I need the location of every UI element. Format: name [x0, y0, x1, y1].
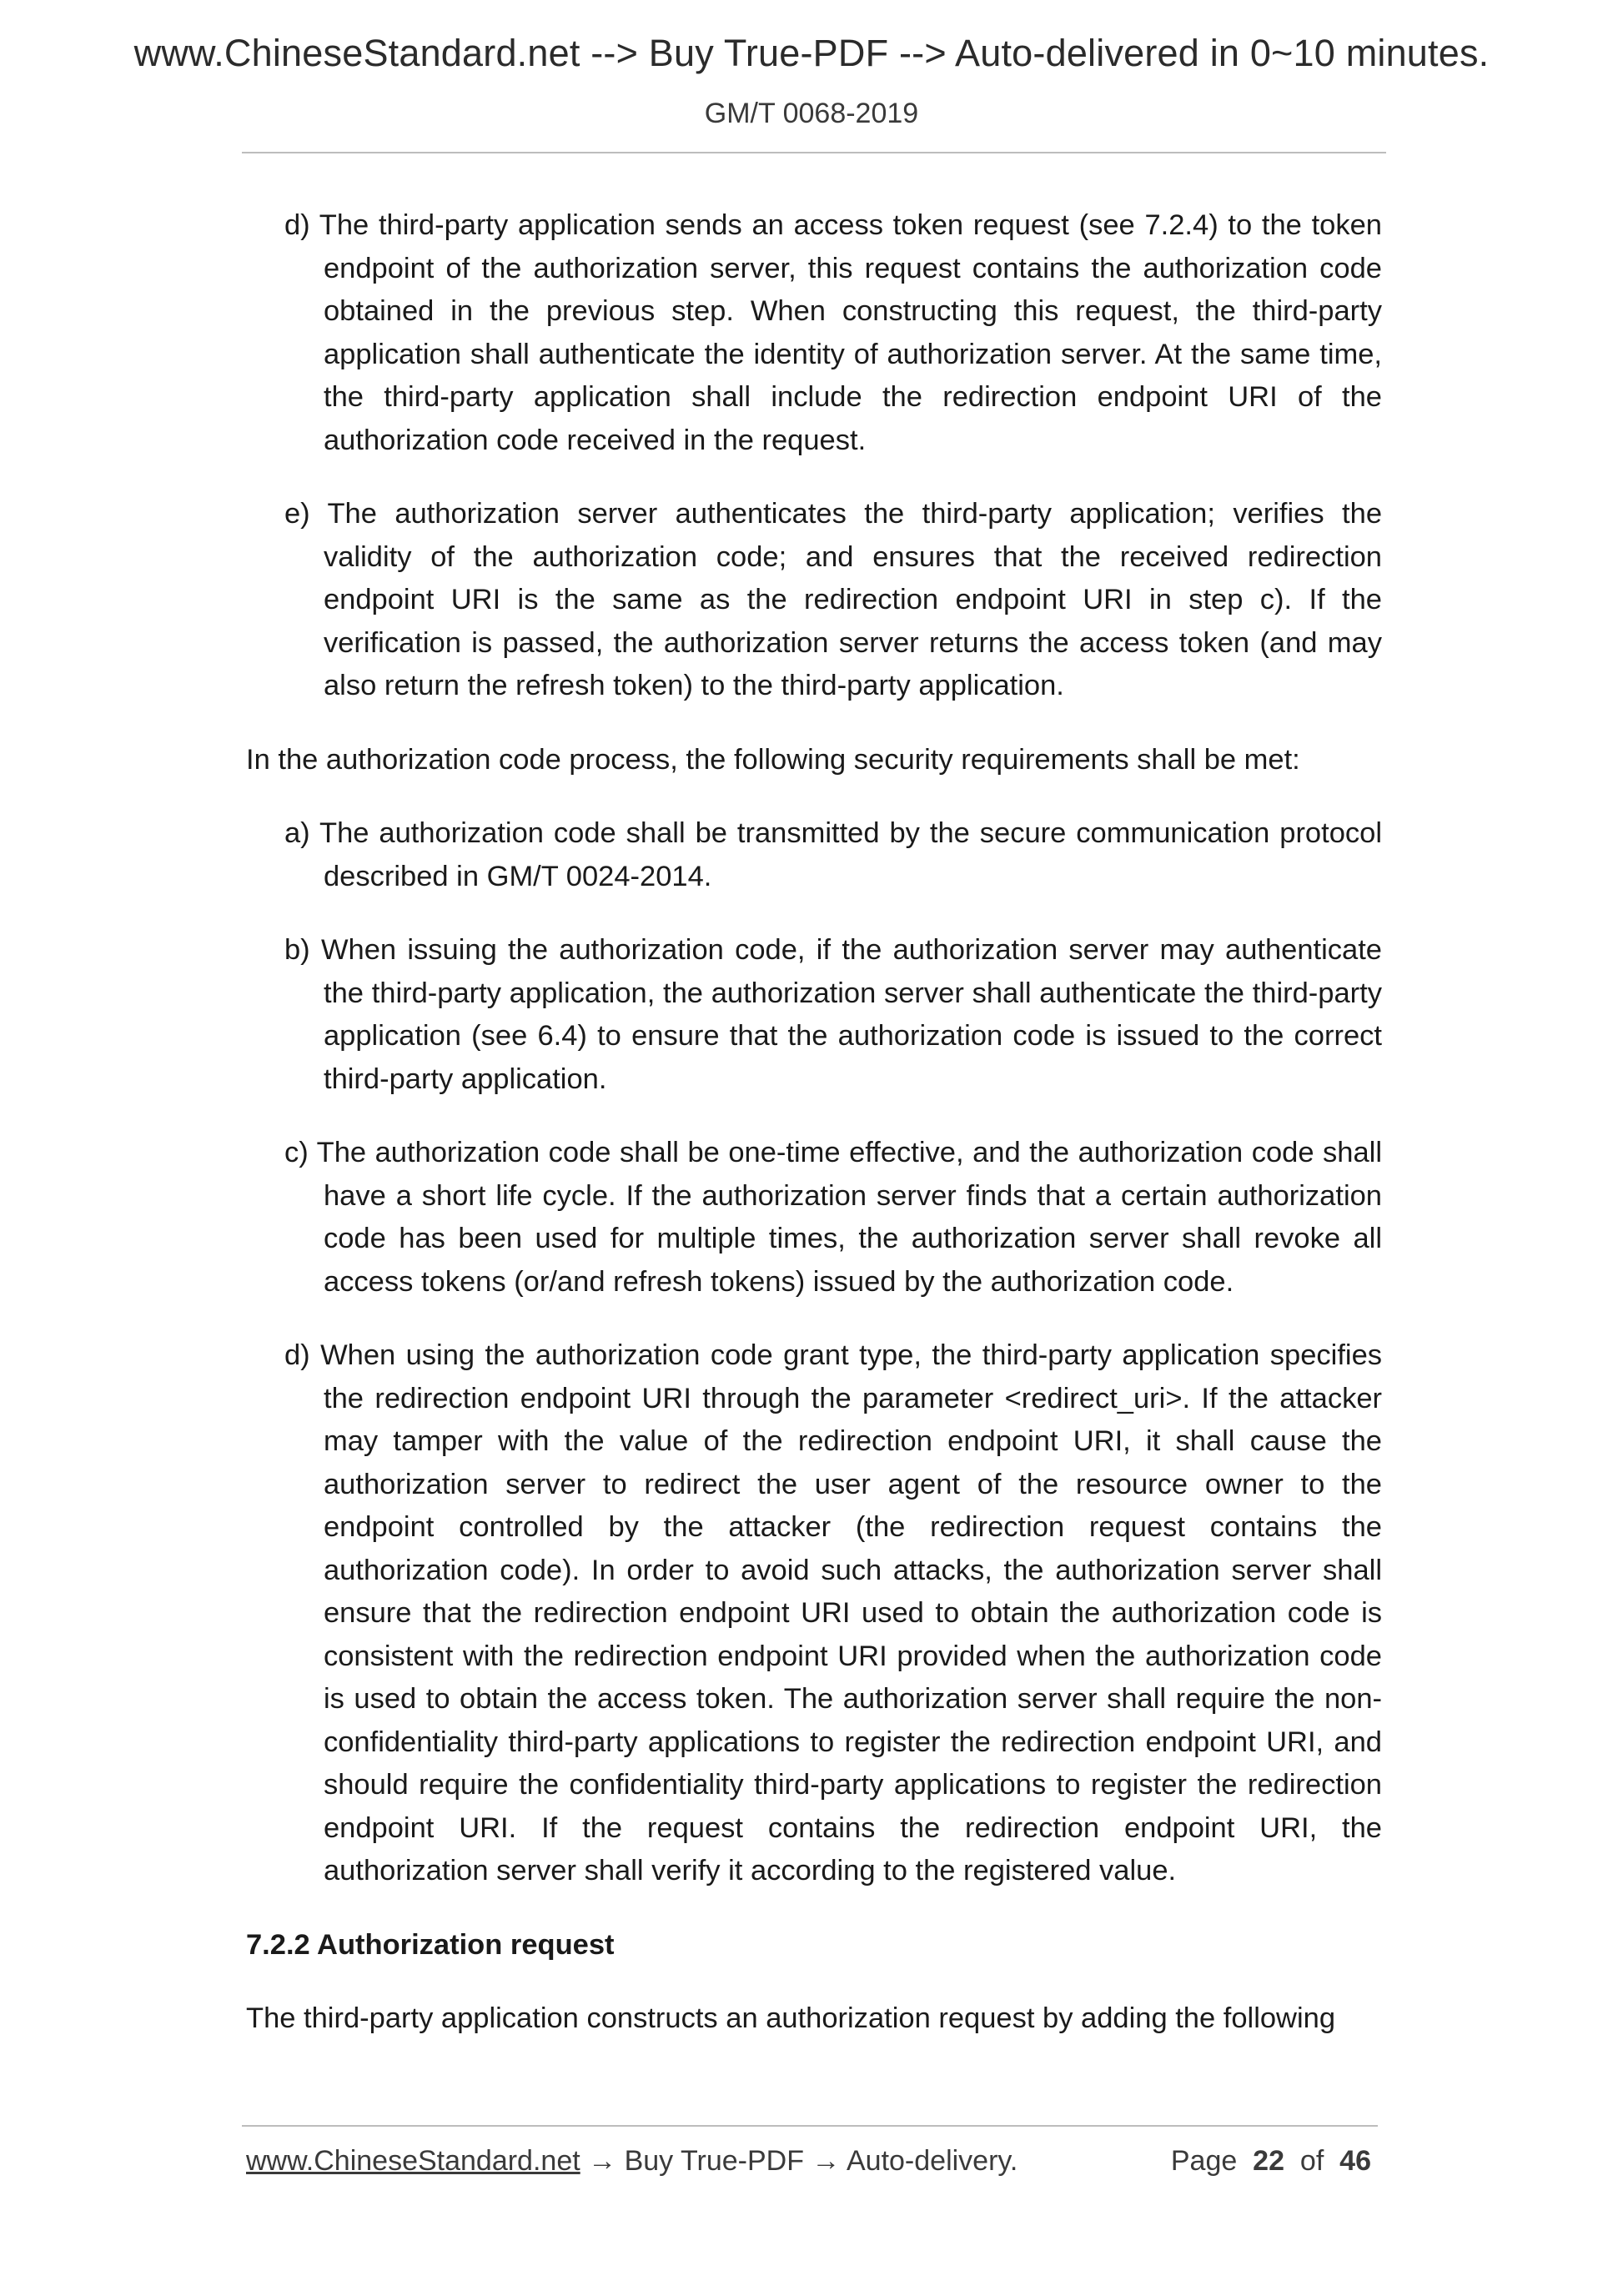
current-page-number: 22: [1253, 2145, 1284, 2177]
page-indicator: [1171, 2145, 1371, 2178]
page-label: Page: [1170, 2145, 1238, 2177]
list-item-requirement-a: a) The authorization code shall be transmitted by the secure communication protocol described in GM/T 0024-2014.: [284, 817, 1382, 892]
of-label: of: [1299, 2145, 1324, 2177]
list-item-requirement-d: d) When using the authorization code grant type, the third-party application specifies the redirection endpoint URI through the parameter <redirect_uri>. If the attacker may tamper with the value of the redirection endpoint URI, it shall cause the authorization server to redirect the user agent of the resource owner to the endpoint controlled by the attacker (the redirection request contains the authorization code). In order to avoid such attacks, the authorization server shall ensure that the redirection endpoint URI used to obtain the authorization code is consistent with the redirection endpoint URI provided when the authorization code is used to obtain the access token. The authorization server shall require the non-confidentiality third-party applications to register the redirection endpoint URI, and should require the confidentiality third-party applications to register the redirection endpoint URI. If the request contains the redirection endpoint URI, the authorization server shall verify it according to the registered value.: [284, 1339, 1382, 1887]
footer-site-link[interactable]: www.ChineseStandard.net: [246, 2145, 580, 2177]
section-paragraph: The third-party application constructs an authorization request by adding the following: [246, 2002, 1336, 2034]
list-item-step-e: e) The authorization server authenticates the third-party application; verifies the validity of the authorization code; and ensures that the received redirection endpoint URI is the same as the redirection endpoint URI in step c). If the verification is passed, the authorization server returns the access token (and may also return the refresh token) to the third-party application.: [284, 498, 1382, 701]
footer-tagline: → Buy True-PDF → Auto-delivery.: [588, 2145, 1018, 2177]
list-item-requirement-c: c) The authorization code shall be one-time effective, and the authorization code shall have a short life cycle. If the authorization server finds that a certain authorization code has been used for multiple times, the authorization server shall revoke all access tokens (or/and refresh tokens) issued by the authorization code.: [284, 1137, 1382, 1298]
total-pages-number: 46: [1339, 2145, 1371, 2177]
list-item-requirement-b: b) When issuing the authorization code, if the authorization server may authenticate the third-party application, the authorization server shall authenticate the third-party application (see 6.4) to ensure that the authorization code is issued to the correct third-party application.: [284, 934, 1382, 1095]
list-item-step-d: d) The third-party application sends an access token request (see 7.2.4) to the token endpoint of the authorization server, this request contains the authorization code obtained in the previous step. When constructing this request, the third-party application shall authenticate the identity of authorization server. At the same time, the third-party application shall include the redirection endpoint URI of the authorization code received in the request.: [284, 209, 1382, 456]
footer-left: [246, 2145, 1018, 2178]
footer-divider: [242, 2125, 1378, 2127]
header-divider: [242, 152, 1386, 153]
section-heading: 7.2.2 Authorization request: [246, 1928, 615, 1961]
security-requirements-intro: In the authorization code process, the following security requirements shall be met:: [246, 743, 1300, 776]
header-banner: www.ChineseStandard.net --> Buy True-PDF --> Auto-delivered in 0~10 minutes.: [133, 32, 1490, 74]
page-body: [246, 204, 1382, 2041]
document-code: GM/T 0068-2019: [704, 98, 919, 129]
